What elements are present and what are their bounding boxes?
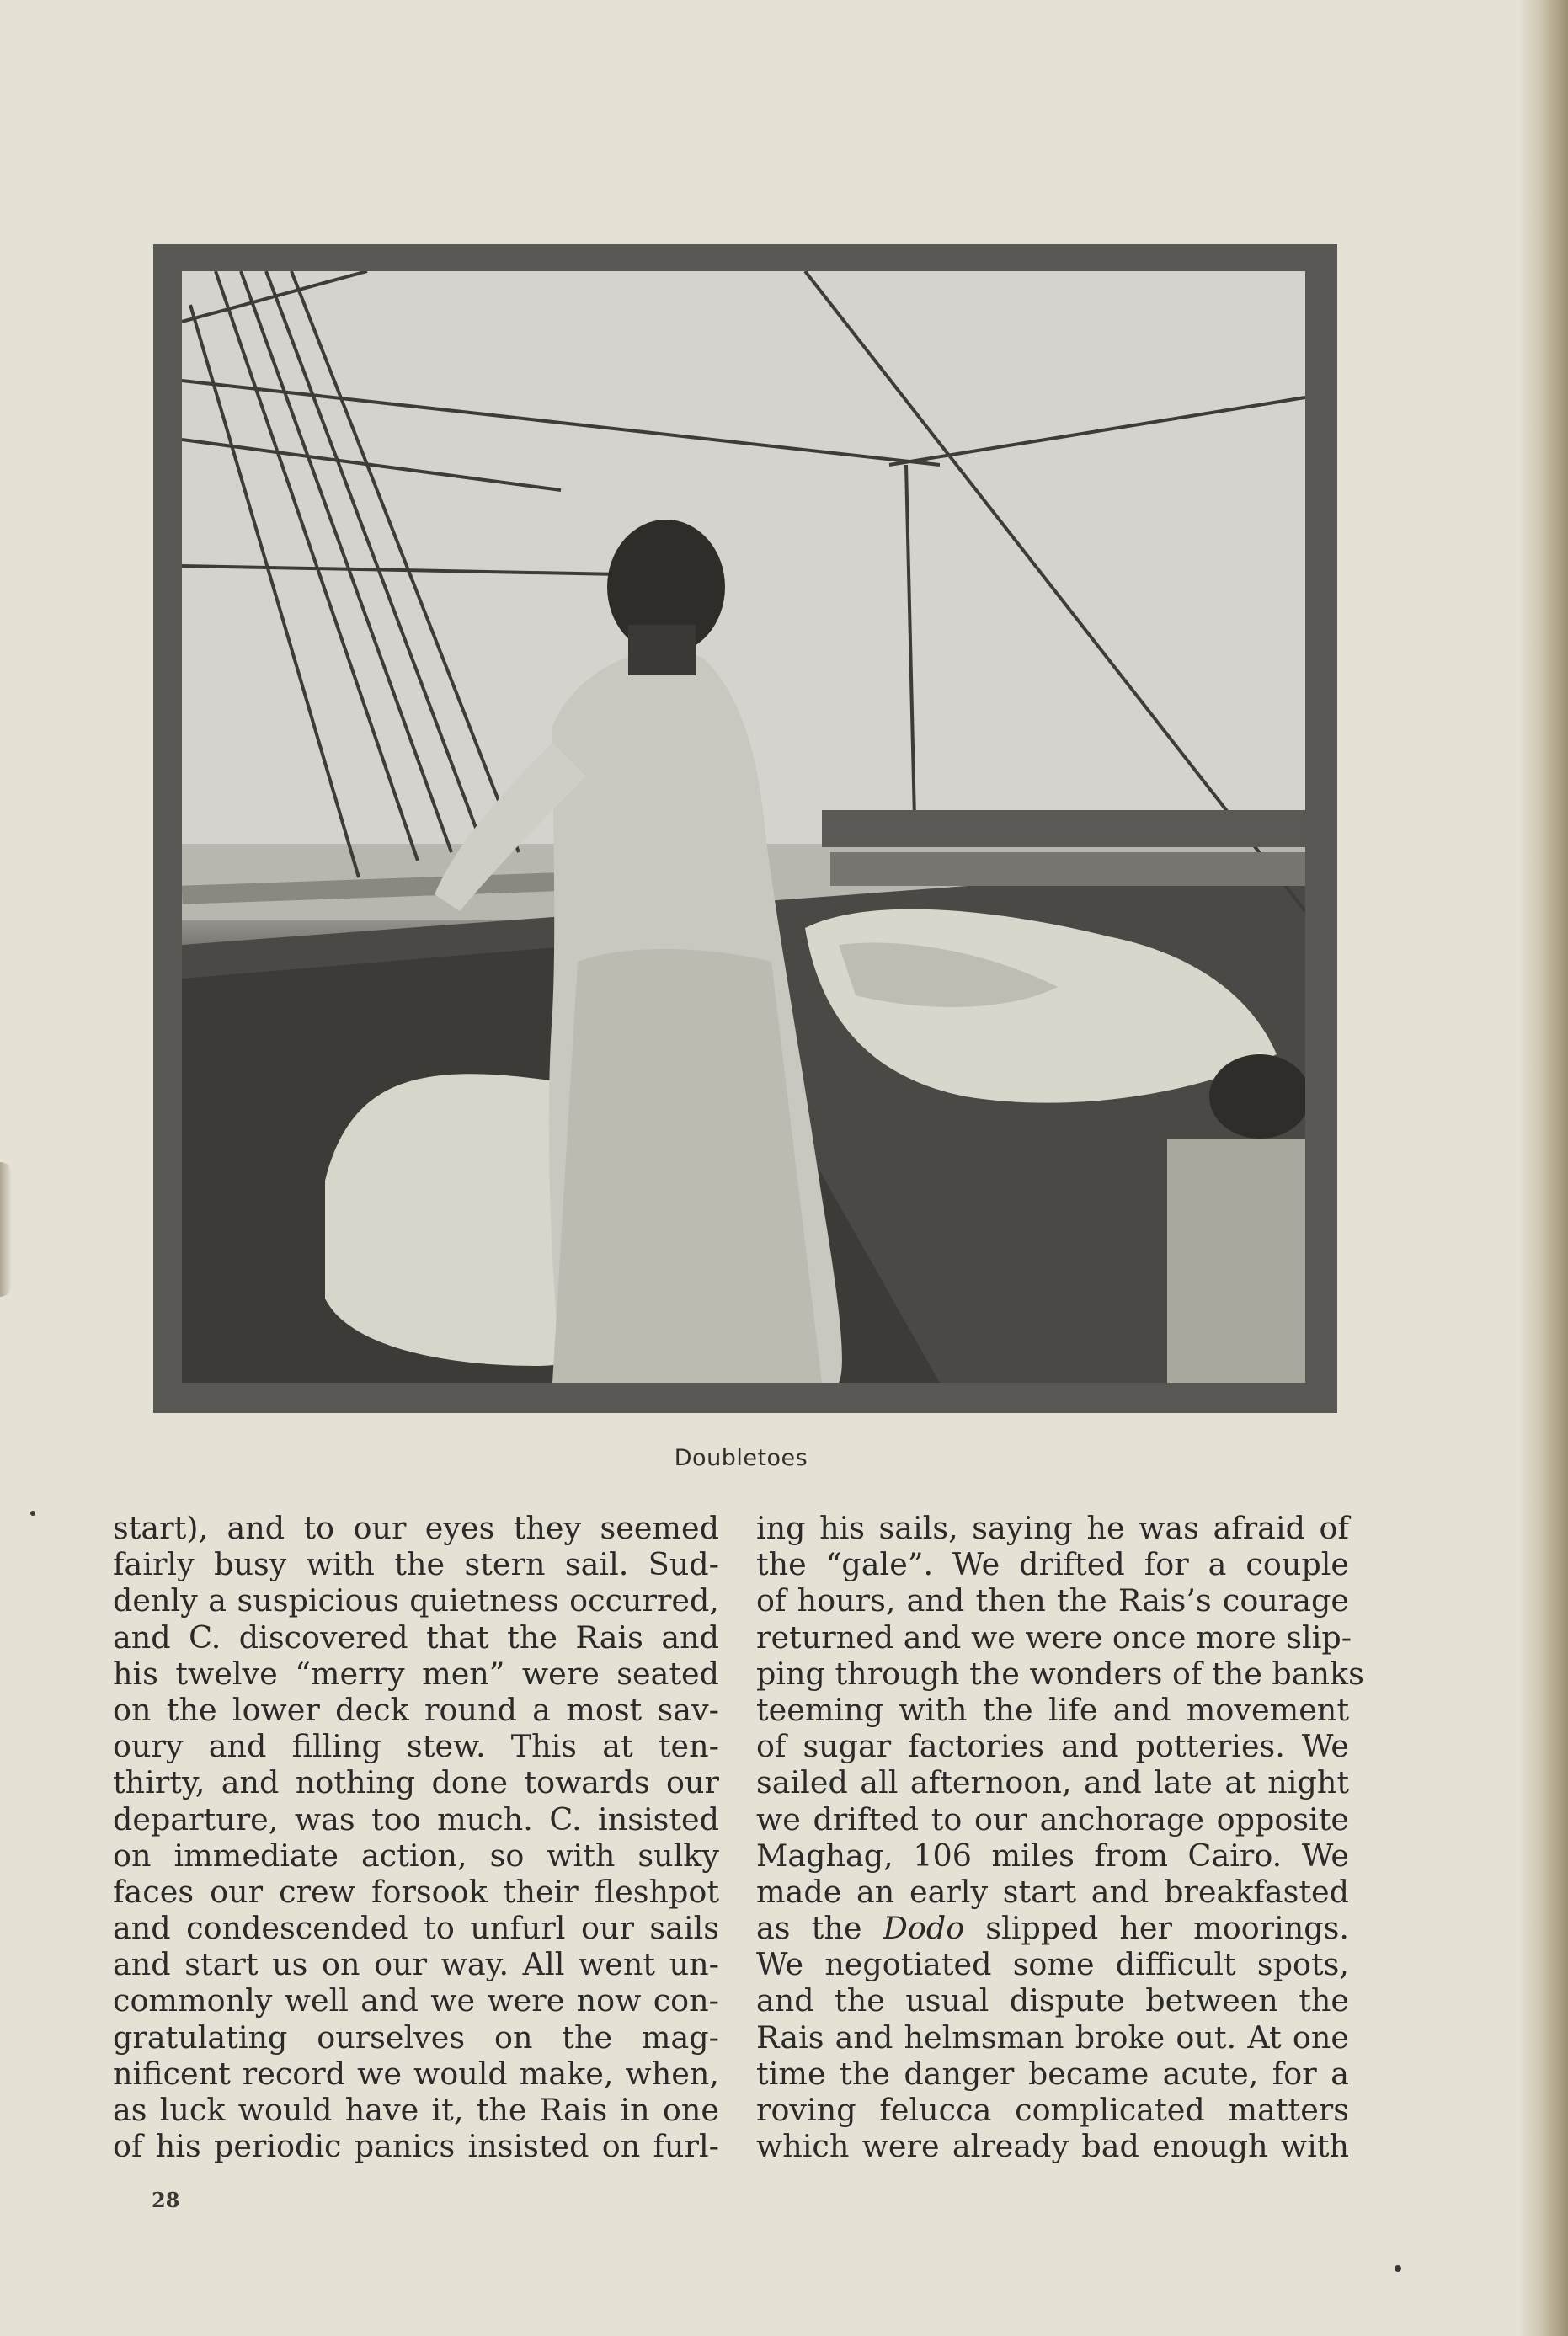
text-line: on the lower deck round a most sav- (113, 1691, 719, 1728)
text-line: Maghag, 106 miles from Cairo. We (756, 1837, 1349, 1874)
text-line: and start us on our way. All went un- (113, 1946, 719, 1983)
text-line: thirty, and nothing done towards our (113, 1764, 719, 1801)
text-line: made an early start and breakfasted (756, 1873, 1349, 1910)
text-line: time the danger became acute, for a (756, 2055, 1349, 2092)
text-line: and condescended to unfurl our sails (113, 1910, 719, 1947)
text-line: ing his sails, saying he was afraid of (756, 1510, 1349, 1546)
text-line: we drifted to our anchorage opposite (756, 1800, 1349, 1837)
text-column-right (756, 1510, 1364, 2165)
photo-illustration (182, 271, 1305, 1383)
text-line: faces our crew forsook their fleshpot (113, 1873, 719, 1910)
text-line: teeming with the life and movement (756, 1691, 1349, 1728)
text-line: of sugar factories and potteries. We (756, 1728, 1349, 1765)
text-line: and the usual dispute between the (756, 1982, 1349, 2019)
text-line: which were already bad enough with (756, 2128, 1349, 2165)
text-column-left (113, 1510, 719, 2164)
text-line: as luck would have it, the Rais in one (113, 2092, 719, 2128)
text-line: roving felucca complicated matters (756, 2092, 1349, 2128)
text-line: start), and to our eyes they seemed (113, 1510, 719, 1546)
binding-shadow (0, 1162, 12, 1297)
text-line: commonly well and we were now con- (113, 1982, 719, 2019)
text-line: of his periodic panics insisted on furl- (113, 2128, 719, 2165)
text-line: sailed all afternoon, and late at night (756, 1764, 1349, 1801)
text-line: ping through the wonders of the banks (756, 1655, 1364, 1692)
text-line: gratulating ourselves on the mag- (113, 2019, 719, 2056)
text-line: of hours, and then the Rais’s courage (756, 1582, 1349, 1619)
text-line: departure, was too much. C. insisted (113, 1800, 719, 1837)
text-line: Rais and helmsman broke out. At one (756, 2019, 1349, 2056)
page-edge-shadow (1521, 0, 1568, 2336)
text-line: his twelve “merry men” were seated (113, 1655, 719, 1692)
text-line: oury and filling stew. This at ten- (113, 1728, 719, 1765)
ink-speck (1395, 2265, 1401, 2272)
text-line: fairly busy with the stern sail. Sud- (113, 1546, 719, 1583)
text-line: denly a suspicious quietness occurred, (113, 1582, 719, 1619)
ink-speck (30, 1511, 35, 1516)
text-line: the “gale”. We drifted for a couple (756, 1546, 1349, 1583)
photo-caption: Doubletoes (674, 1445, 808, 1471)
ship-name: Dodo (883, 1910, 965, 1947)
text-line: returned and we were once more slip- (756, 1619, 1352, 1656)
text-line: on immediate action, so with sulky (113, 1837, 719, 1874)
text-line: and C. discovered that the Rais and (113, 1619, 719, 1656)
photo-frame (153, 244, 1337, 1413)
text-line: nificent record we would make, when, (113, 2055, 719, 2092)
text-line: We negotiated some difficult spots, (756, 1946, 1349, 1983)
photo-deck-figure (182, 271, 1305, 1383)
text-line: as the Dodo slipped her moorings. (756, 1910, 1349, 1947)
page-number: 28 (152, 2188, 180, 2212)
